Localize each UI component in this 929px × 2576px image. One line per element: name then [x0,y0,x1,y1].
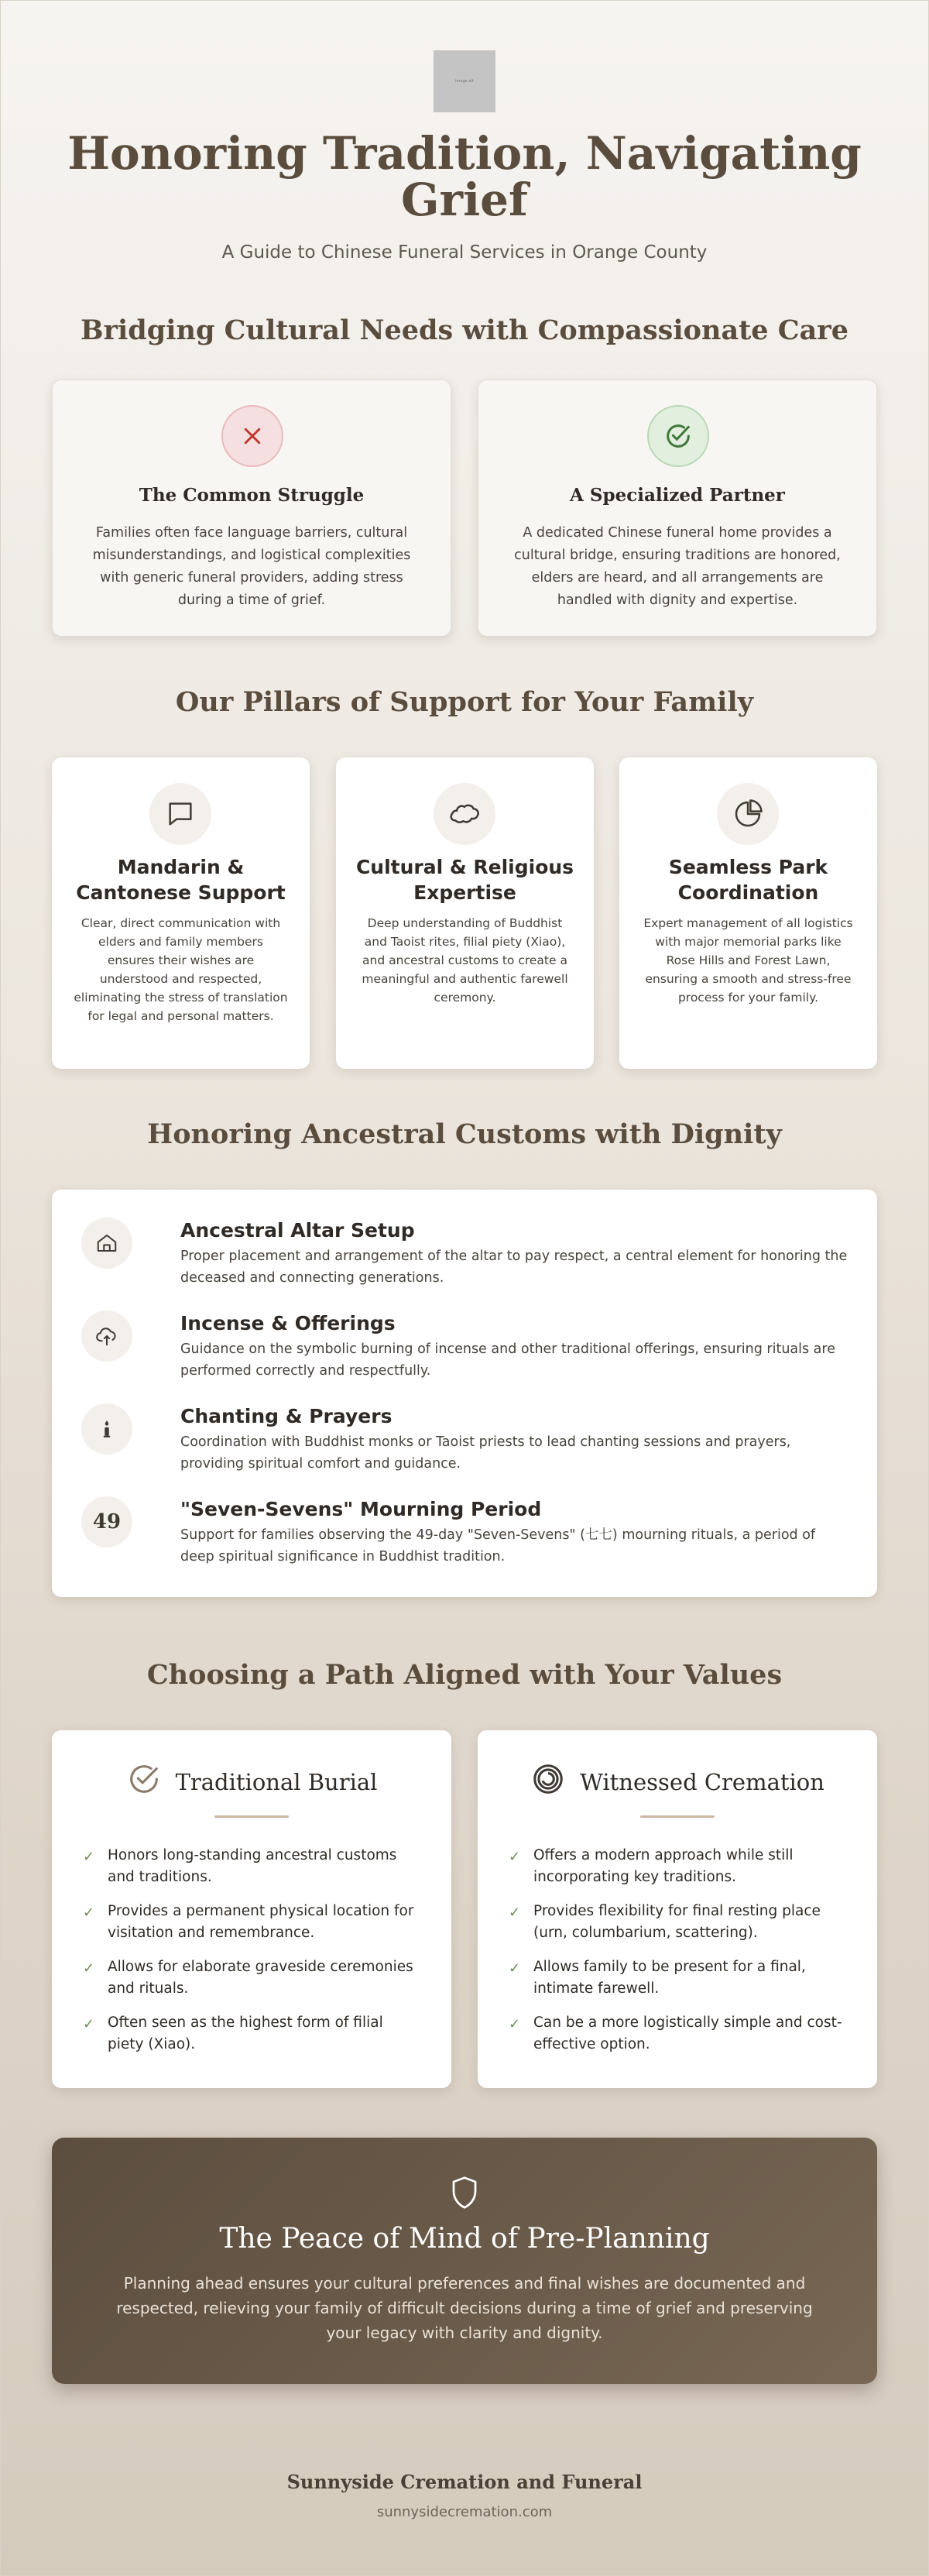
pillars-heading: Our Pillars of Support for Your Family [175,686,754,718]
candle-icon [81,1403,132,1455]
custom-item-chanting [81,1403,848,1481]
partner-card [478,380,877,637]
check-icon: ✓ [509,1849,521,1865]
customs-card [52,1190,877,1597]
check-icon: ✓ [83,1960,95,1977]
banner-text: Planning ahead ensures your cultural preferences and final wishes are documented and respected, relieving your family of difficult decisions during a time of grief and preserving your legacy with clarity and dignity. [116,2274,813,2342]
x-icon [221,405,283,467]
struggle-text: Families often face language barriers, cultural misunderstandings, and logistical complexities with generic funeral providers, adding stress during a time of grief. [92,525,411,608]
check-circle-icon [126,1761,162,1802]
banner-title: The Peace of Mind of Pre-Planning [219,2223,710,2255]
page-title: Honoring Tradition, Navigating Grief [67,127,862,226]
custom-item-incense [81,1310,848,1388]
list-item: ✓ Provides flexibility for final resting place (urn, columbarium, scattering). [509,1903,821,1941]
custom-title-altar: Ancestral Altar Setup [180,1219,415,1242]
list-item: ✓ Provides a permanent physical location for visitation and remembrance. [83,1903,414,1941]
check-icon: ✓ [83,1849,95,1865]
customs-heading: Honoring Ancestral Customs with Dignity [147,1118,782,1150]
check-icon: ✓ [509,1960,521,1977]
struggle-card [52,380,451,637]
check-icon: ✓ [83,1905,95,1921]
cremation-bullets [509,1845,846,2068]
list-item: ✓ Often seen as the highest form of filial piety (Xiao). [83,2014,383,2052]
cloud-icon [434,783,495,845]
burial-bullets [83,1845,420,2068]
preplanning-banner [52,2138,877,2384]
pillar-title-culture: Cultural & Religious Expertise [355,856,574,904]
custom-item-seven-sevens [81,1496,848,1574]
pillar-card-park [619,757,877,1069]
check-icon: ✓ [509,1905,521,1921]
chat-bubble-icon [149,783,211,845]
bridge-heading: Bridging Cultural Needs with Compassionate Care [80,314,848,346]
path-card-cremation [478,1730,877,2088]
path-divider [640,1815,715,1818]
struggle-title: The Common Struggle [139,485,365,506]
partner-text: A dedicated Chinese funeral home provides a cultural bridge, ensuring traditions are honored, elders are heard, and all arrangements are handled with dignity and expertise. [514,525,841,608]
custom-title-chanting: Chanting & Prayers [180,1405,393,1427]
incense-cloud-icon [81,1310,132,1362]
list-item: ✓ Allows family to be present for a final, intimate farewell. [509,1959,806,1997]
pillar-text-culture: Deep understanding of Buddhist and Taoist rites, filial piety (Xiao), and ancestral customs to create a meaningful and authentic farewell ceremony. [362,916,568,1005]
pie-chart-icon [717,783,779,845]
footer-company-name: Sunnyside Cremation and Funeral [286,2471,643,2493]
path-title-burial: Traditional Burial [175,1768,378,1795]
list-item: ✓ Offers a modern approach while still incorporating key traditions. [509,1847,794,1885]
list-item: ✓ Allows for elaborate graveside ceremonies and rituals. [83,1959,413,1997]
home-icon [81,1218,132,1269]
swirl-icon [530,1761,566,1802]
check-icon: ✓ [83,2016,95,2032]
custom-item-altar [81,1218,848,1295]
path-card-burial [52,1730,451,2088]
check-icon: ✓ [509,2016,521,2032]
check-circle-icon [647,405,709,467]
shield-icon [52,2175,877,2214]
path-title-cremation: Witnessed Cremation [580,1768,824,1795]
custom-text-altar: Proper placement and arrangement of the altar to pay respect, a central element for honoring the deceased and connecting generations. [180,1249,848,1286]
partner-title: A Specialized Partner [570,485,785,506]
pillar-title-language: Mandarin & Cantonese Support [76,856,286,904]
logo-placeholder [434,50,495,112]
list-item: ✓ Can be a more logistically simple and cost-effective option. [509,2014,842,2052]
page-subtitle: A Guide to Chinese Funeral Services in Orange County [221,242,708,263]
pillar-text-park: Expert management of all logistics with major memorial parks like Rose Hills and Forest Lawn, ensuring a smooth and stress-free process for your family. [643,916,853,1005]
footer-website-link[interactable]: sunnysidecremation.com [376,2504,553,2520]
custom-title-incense: Incense & Offerings [180,1312,396,1334]
pillar-card-language [52,757,310,1069]
custom-text-incense: Guidance on the symbolic burning of incense and other traditional offerings, ensuring rituals are performed correctly and respectfully. [180,1341,835,1379]
pillar-title-park: Seamless Park Coordination [668,856,828,904]
custom-title-seven-sevens: "Seven-Sevens" Mourning Period [180,1498,542,1520]
number-49-icon [81,1496,132,1547]
list-item: ✓ Honors long-standing ancestral customs and traditions. [83,1847,397,1885]
path-divider [214,1815,289,1818]
logo-alt-text: Image alt [455,79,474,84]
pillar-text-language: Clear, direct communication with elders and family members ensures their wishes are understood and respected, eliminating the stress of translation for legal and personal matters. [74,916,288,1023]
custom-text-seven-sevens: Support for families observing the 49-day "Seven-Sevens" (七七) mourning rituals, a period of deep spiritual significance in Buddhist tradition. [180,1527,816,1564]
custom-text-chanting: Coordination with Buddhist monks or Taoist priests to lead chanting sessions and prayers, providing spiritual comfort and guidance. [180,1434,791,1472]
paths-heading: Choosing a Path Aligned with Your Values [146,1659,783,1691]
pillar-card-culture [336,757,594,1069]
number-49-badge: 49 [92,1510,122,1534]
